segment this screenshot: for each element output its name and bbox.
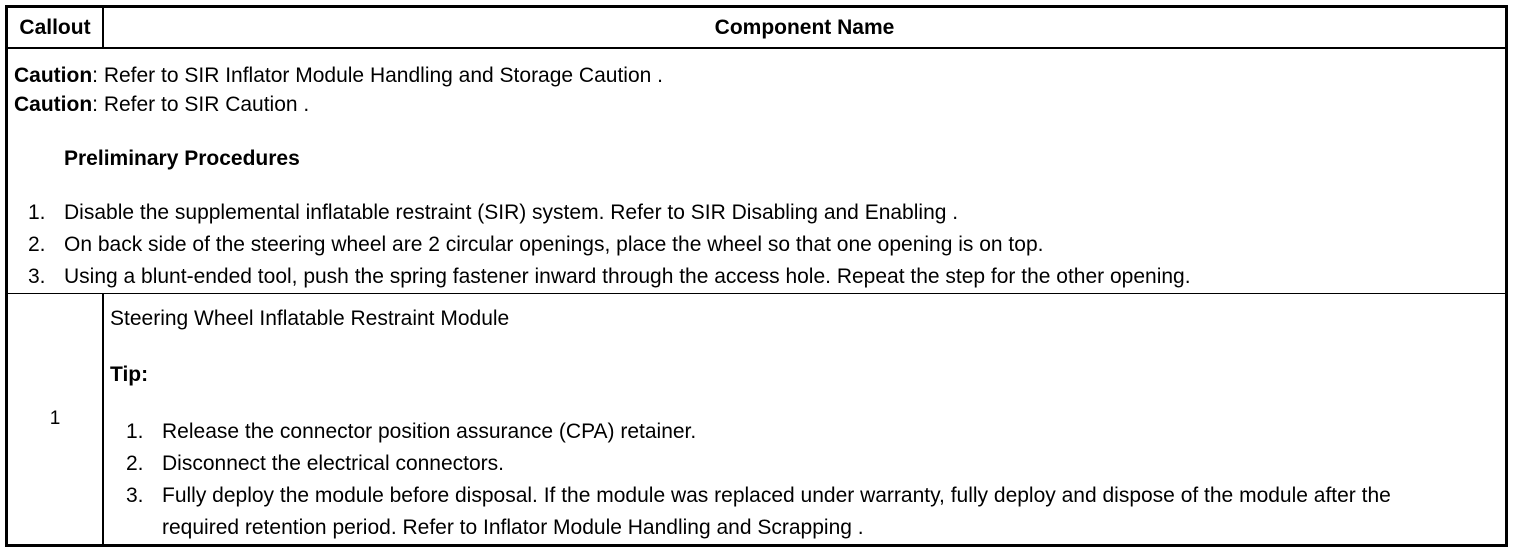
- caution-text: : Refer to SIR Caution .: [92, 93, 310, 116]
- component-cell: [103, 294, 1507, 546]
- table-row: [7, 294, 1507, 546]
- list-item: [14, 229, 1505, 261]
- step-number: 1.: [28, 201, 46, 224]
- step-text: On back side of the steering wheel are 2 circular openings, place the wheel so that one opening is on top.: [64, 233, 1044, 256]
- step-text: Using a blunt-ended tool, push the spring fastener inward through the access hole. Repeat the step for the other opening.: [64, 265, 1191, 288]
- caution-line: [14, 61, 1505, 90]
- intro-row: [7, 48, 1507, 294]
- caution-label: Caution: [14, 93, 93, 116]
- list-item: [110, 416, 1505, 448]
- caution-text: : Refer to SIR Inflator Module Handling and Storage Caution .: [92, 64, 663, 87]
- step-number: 3.: [126, 484, 144, 507]
- step-number: 2.: [28, 233, 46, 256]
- caution-line: [14, 90, 1505, 119]
- preliminary-procedures-title: Preliminary Procedures: [64, 147, 300, 170]
- component-name: Steering Wheel Inflatable Restraint Module: [110, 307, 510, 330]
- preliminary-steps-list: [14, 197, 1505, 293]
- list-item: [110, 448, 1505, 480]
- procedure-table: [5, 5, 1508, 547]
- step-text: Release the connector position assurance (CPA) retainer.: [162, 420, 697, 443]
- intro-cell: [7, 48, 1507, 294]
- step-text: Disconnect the electrical connectors.: [162, 452, 504, 475]
- callout-number: 1: [7, 294, 104, 546]
- step-text: Fully deploy the module before disposal. If the module was replaced under warranty, fully deploy and dispose of the module after the required retention period. Refer to Inflator Module Handling and Scrapping .: [162, 484, 1391, 539]
- list-item: [14, 261, 1505, 293]
- header-component-name: Component Name: [103, 7, 1507, 49]
- list-item: [14, 197, 1505, 229]
- caution-label: Caution: [14, 64, 93, 87]
- tip-label: Tip:: [110, 363, 149, 386]
- component-steps-list: [110, 416, 1505, 544]
- step-number: 1.: [126, 420, 144, 443]
- step-text: Disable the supplemental inflatable restraint (SIR) system. Refer to SIR Disabling and Enabling .: [64, 201, 959, 224]
- header-callout: Callout: [7, 7, 104, 49]
- list-item: [110, 480, 1505, 544]
- step-number: 2.: [126, 452, 144, 475]
- step-number: 3.: [28, 265, 46, 288]
- table-header-row: [7, 7, 1507, 49]
